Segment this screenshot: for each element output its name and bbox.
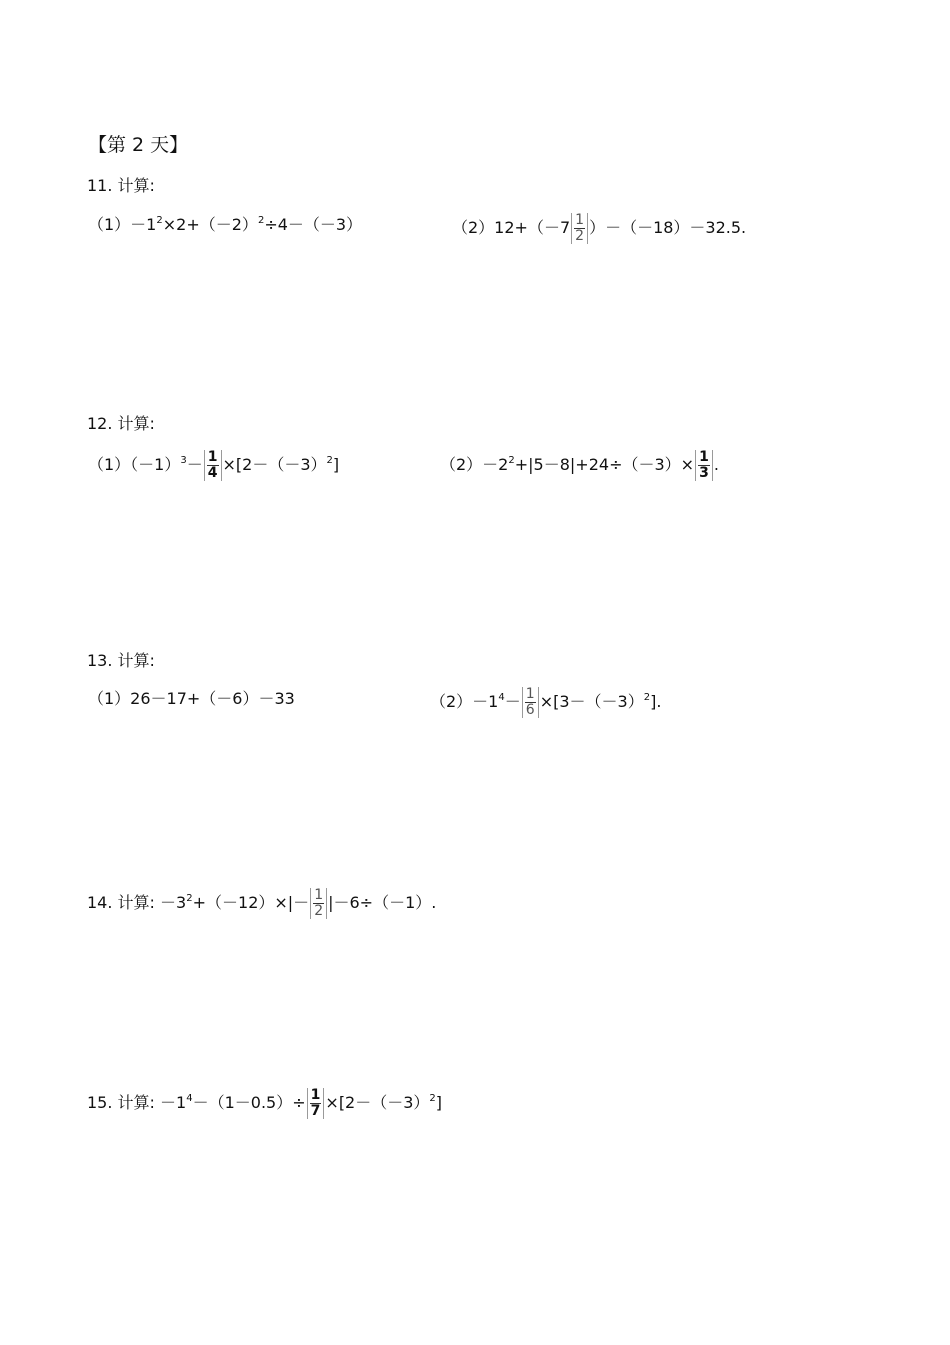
problem-12-number: 12. [87,414,113,433]
fraction-one-quarter: $\frac{1}{4}$ [204,450,222,481]
problem-14-line [87,888,436,919]
problem-12-instruction: 计算: [117,414,155,433]
problem-14-number: 14. [87,893,113,912]
problem-13-instruction: 计算: [117,651,155,670]
problem-11-number: 11. [87,176,113,195]
problem-12-part-1: $(1)(-1)^3-$ $\frac{1}{4}$ $\times[2-(-3)^2]$ [88,449,340,481]
fraction-one-sixth: $\frac{1}{6}$ [522,687,539,718]
problem-13-part-2: $(2)-1^4-$ $\frac{1}{6}$ $\times[3-(-3)^2]$. [430,686,662,718]
problem-11-header [87,176,155,196]
problem-13-header [87,651,155,671]
problem-14-expression: $-3^2+(-12)\times|-$ $\frac{1}{2}$ |－6÷（－1）. [160,887,437,919]
problem-11-instruction: 计算: [117,176,155,195]
problem-15-expression: $-1^4-(1-0.5)\div$ $\frac{1}{7}$ $\times[2-(-3)^2]$ [160,1087,443,1119]
problem-11-part-2: （2）12+（－7 $\frac{1}{2}$ ）－（－18）－32.5. [452,212,747,244]
page-heading: 【第 2 天】 [88,134,189,156]
problem-15-instruction: 计算: [117,1093,155,1112]
fraction-one-half: $\frac{1}{2}$ [571,213,588,244]
fraction-one-seventh: $\frac{1}{7}$ [307,1088,325,1119]
problem-12-header [87,414,155,434]
problem-12-part-2: $(2)-2^2+|5-8|+24\div(-3)\times$ $\frac{1}{3}$ . [440,449,719,481]
problem-13-number: 13. [87,651,113,670]
fraction-one-third: $\frac{1}{3}$ [695,450,713,481]
fraction-one-half: $\frac{1}{2}$ [310,888,327,919]
problem-15-line [87,1088,442,1119]
problem-13-part-1: （1）26－17+（－6）－33 [88,689,295,708]
problem-14-instruction: 计算: [117,893,155,912]
problem-11-part-1: $(1)-1^2\times 2+(-2)^2\div 4-(-3)$ [88,215,363,234]
problem-15-number: 15. [87,1093,113,1112]
